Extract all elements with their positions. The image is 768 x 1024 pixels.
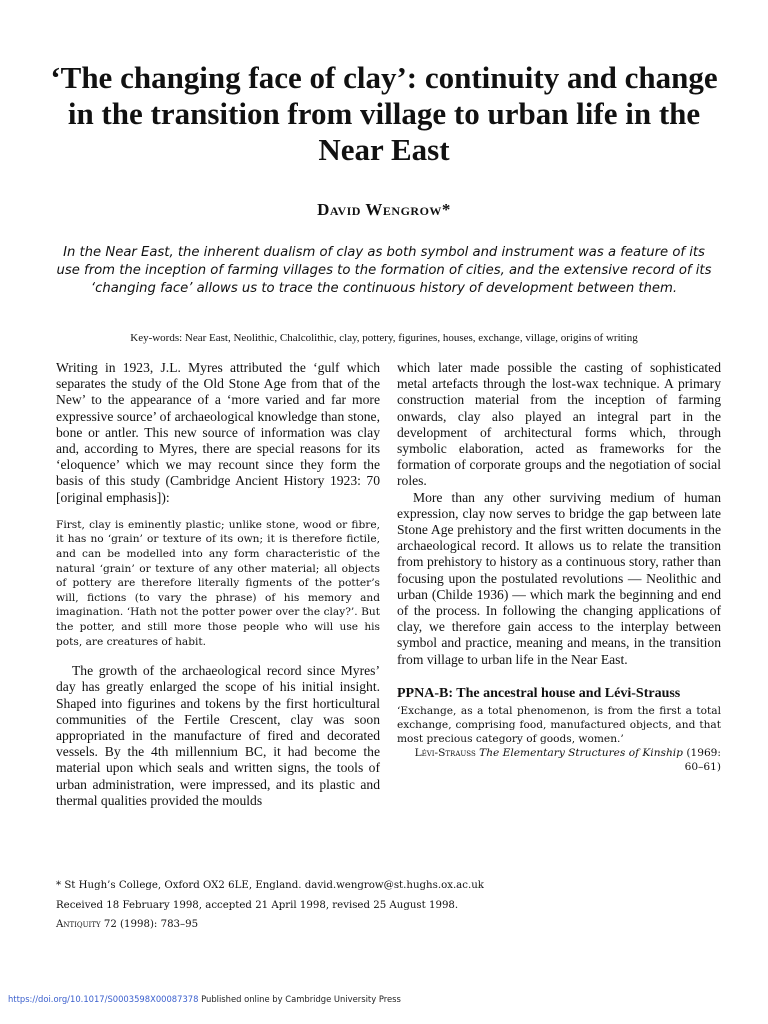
right-column bbox=[397, 360, 721, 774]
doi-line bbox=[8, 994, 748, 1004]
paragraph: which later made possible the casting of sophisticated metal artefacts through the lost-wax technique. A primary construction material from the inception of farming onwards, clay also played an integral part in the development of architectural forms which, through symbolic elaboration, acted as frameworks for the formation of corporate groups and the negotiation of social roles. bbox=[397, 360, 721, 489]
epigraph-quote: ‘Exchange, as a total phenomenon, is from the first a total exchange, comprising food, manufactured objects, and that most precious category of goods, women.’ bbox=[397, 704, 721, 745]
left-column bbox=[56, 360, 380, 809]
abstract: In the Near East, the inherent dualism of clay as both symbol and instrument was a feature of its use from the inception of farming villages to the formation of cities, and the extensive record of its ‘changing face’ allows us to trace the continuous history of development between them. bbox=[56, 245, 712, 296]
epigraph-work: The Elementary Structures of Kinship bbox=[479, 746, 683, 759]
article-title: ‘The changing face of clay’: continuity and change in the transition from village to urban life in the Near East bbox=[50, 60, 718, 167]
epigraph-attribution bbox=[397, 746, 721, 774]
paragraph: Writing in 1923, J.L. Myres attributed the ‘gulf which separates the study of the Old Stone Age from that of the New’ to the appearance of a ‘more varied and far more expressive source’ of archaeological knowledge than stone, bone or antler. This new source of information was clay and, according to Myres, there are special reasons for its ‘eloquence’ which we may recount since they form the basis of this study (Cambridge Ancient History 1923: 70 [original emphasis]): bbox=[56, 360, 380, 505]
publisher-note: Published online by Cambridge University Press bbox=[198, 994, 401, 1004]
footnotes bbox=[56, 876, 712, 935]
keywords: Key-words: Near East, Neolithic, Chalcolithic, clay, pottery, figurines, houses, exchange, village, origins of writing bbox=[130, 332, 638, 344]
received-dates: Received 18 February 1998, accepted 21 April 1998, revised 25 August 1998. bbox=[56, 899, 459, 911]
doi-link[interactable]: https://doi.org/10.1017/S0003598X00087378 bbox=[8, 994, 199, 1004]
epigraph-author: Lévi-Strauss bbox=[414, 746, 476, 759]
paragraph: More than any other surviving medium of human expression, clay now serves to bridge the gap between late Stone Age prehistory and the first written documents in the archaeological record. It allows us to relate the transition from prehistory to history as a continuous story, rather than focusing upon the postulated revolutions — Neolithic and urban (Childe 1936) — which mark the beginning and end of the process. In following the changing applications of clay, we therefore gain access to the interplay between symbol and practice, meaning and means, in the transition from village to urban life in the Near East. bbox=[397, 489, 721, 667]
journal-citation: Antiquity 72 (1998): 783–95 bbox=[56, 919, 199, 930]
block-quote: First, clay is eminently plastic; unlike stone, wood or fibre, it has no ‘grain’ or texture of its own; it is therefore fictile, and can be modelled into any form characteristic of the natural ‘grain’ or texture of any other material; all objects of pottery are therefore literally figments of the potter’s will, fictions (to vary the phrase) of his memory and imagination. ‘Hath not the potter power over the clay?’. But the potter, and still more those people who will use his pots, are creatures of habit. bbox=[56, 518, 380, 648]
author-name: David Wengrow* bbox=[317, 200, 451, 219]
paragraph: The growth of the archaeological record since Myres’ day has greatly enlarged the scope of his initial insight. Shaped into figurines and tokens by the first horticultural communities of the Fertile Crescent, clay was soon appropriated in the manufacture of fired and decorated vessels. By the 4th millennium BC, it had become the material upon which seals and written signs, the tools of urban administration, were impressed, and its plastic and thermal qualities provided the moulds bbox=[56, 663, 380, 808]
author-affiliation: * St Hugh’s College, Oxford OX2 6LE, England. david.wengrow@st.hughs.ox.ac.uk bbox=[56, 880, 484, 891]
section-heading: PPNA-B: The ancestral house and Lévi-Strauss bbox=[397, 685, 681, 701]
epigraph-cite: (1969: 60–61) bbox=[684, 746, 721, 773]
